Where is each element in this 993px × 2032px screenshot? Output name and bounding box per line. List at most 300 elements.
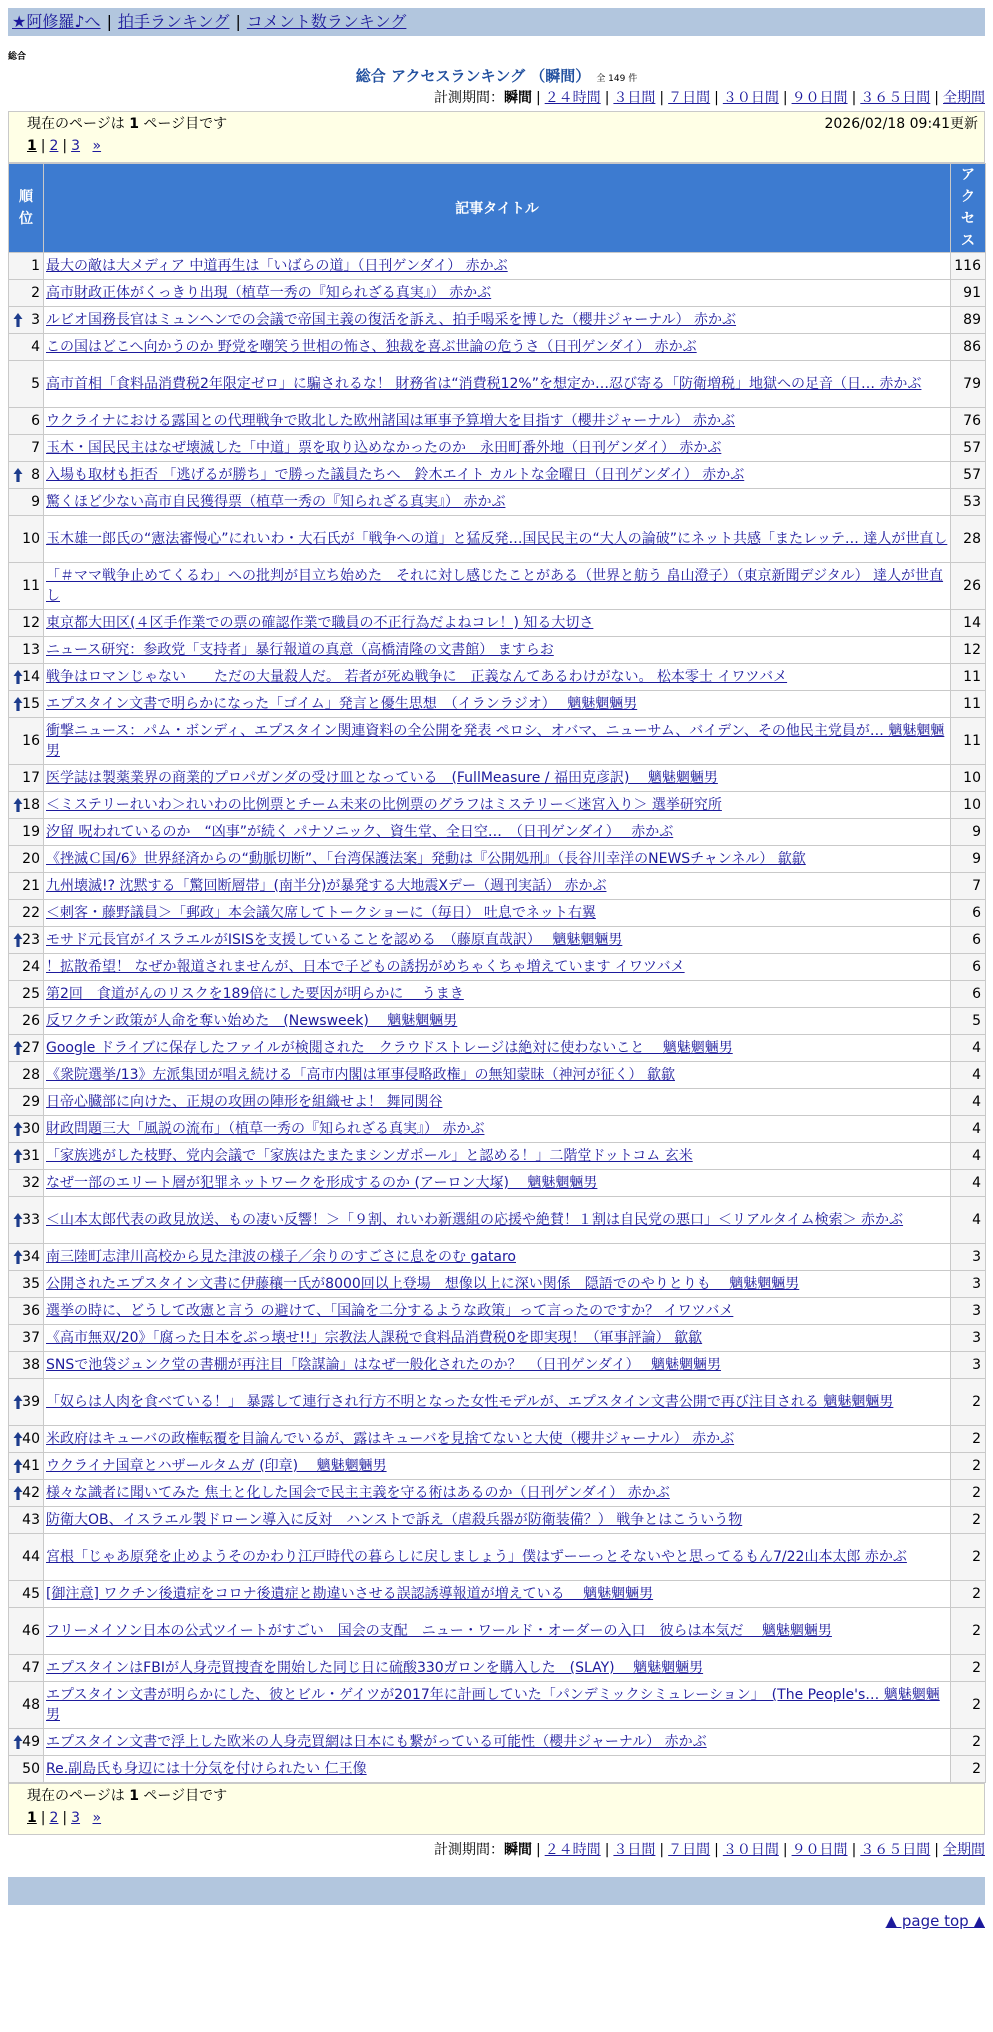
- article-title-link[interactable]: この国はどこへ向かうのか 野党を嘲笑う世相の怖さ、独裁を喜ぶ世論の危うさ（日刊ゲンダイ） 赤かぶ: [46, 339, 697, 355]
- article-title-link[interactable]: フリーメイソン日本の公式ツイートがすごい 国会の支配 ニュー・ワールド・オーダーの入口 彼らは本気だ 魑魅魍魎男: [46, 1623, 832, 1639]
- rank-cell: [9, 1581, 44, 1608]
- rank-cell: [9, 280, 44, 307]
- article-title-link[interactable]: 入場も取材も拒否 「逃げるが勝ち」で勝った議員たちへ 鈴木エイト カルトな金曜日（日刊ゲンダイ） 赤かぶ: [46, 467, 745, 483]
- period-selector: [8, 87, 985, 109]
- rank-cell: [9, 846, 44, 873]
- rank-cell: [9, 1608, 44, 1655]
- article-title-link[interactable]: 「＃ママ戦争止めてくるわ」への批判が目立ち始めた それに対し感じたことがある（世界と舫う 畠山澄子）（東京新聞デジタル） 達人が世直し: [46, 568, 944, 604]
- ranking-row: [9, 1197, 986, 1244]
- title-cell: [44, 1116, 951, 1143]
- ranking-row: [9, 253, 986, 280]
- access-count: 79: [951, 361, 986, 408]
- title-cell: [44, 927, 951, 954]
- article-title-link[interactable]: 日帝心臓部に向けた、正規の攻囲の陣形を組織せよ！ 舞同関谷: [46, 1094, 443, 1110]
- rank-up-arrow-icon: [13, 1458, 23, 1474]
- rank-cell: [9, 334, 44, 361]
- rank-cell: [9, 610, 44, 637]
- access-count: 3: [951, 1298, 986, 1325]
- access-count: 3: [951, 1325, 986, 1352]
- period-separator: |: [659, 1842, 665, 1858]
- page-link[interactable]: 3: [71, 1810, 81, 1826]
- access-count: 7: [951, 873, 986, 900]
- article-title-link[interactable]: 玉木・国民民主はなぜ壊滅した「中道」票を取り込めなかったのか 永田町番外地（日刊ゲンダイ） 赤かぶ: [46, 440, 722, 456]
- page-top-container: [8, 1909, 985, 1933]
- access-count: 4: [951, 1035, 986, 1062]
- rank-number: 24: [22, 959, 40, 975]
- access-count: 2: [951, 1756, 986, 1783]
- article-title-link[interactable]: 選挙の時に、どうして改憲と言う の避けて、「国論を二分するような政策」って言ったのですか？ イワツバメ: [46, 1303, 734, 1319]
- access-count: 28: [951, 516, 986, 563]
- article-title-link[interactable]: Google ドライブに保存したファイルが検閲された クラウドストレージは絶対に使わないこと 魑魅魍魎男: [46, 1040, 733, 1056]
- rank-number: 36: [22, 1303, 40, 1319]
- article-title-link[interactable]: 宮根「じゃあ原発を止めようそのかわり江戸時代の暮らしに戻しましょう」僕はずーーっとそないやと思ってるもん7/22山本太郎 赤かぶ: [46, 1549, 907, 1565]
- page-title: [0, 65, 993, 87]
- category-label: 総合: [8, 52, 27, 62]
- period-separator: |: [659, 90, 665, 106]
- article-title-link[interactable]: ＜ミステリーれいわ＞れいわの比例票とチーム未来の比例票のグラフはミステリー＜迷宮入り＞ 選挙研究所: [46, 797, 722, 813]
- title-cell: [44, 1035, 951, 1062]
- rank-cell: [9, 927, 44, 954]
- page-link-current[interactable]: 1: [27, 138, 37, 154]
- rank-number: 33: [22, 1212, 40, 1228]
- rank-cell: [9, 489, 44, 516]
- rank-number: 14: [22, 669, 40, 685]
- rank-cell: [9, 1116, 44, 1143]
- period-separator: |: [851, 1842, 857, 1858]
- period-current: 瞬間: [503, 1842, 532, 1858]
- access-count: 12: [951, 637, 986, 664]
- rank-cell: [9, 1170, 44, 1197]
- next-page-link[interactable]: »: [92, 1810, 102, 1826]
- article-title-link[interactable]: 玉木雄一郎氏の“憲法審慢心”にれいわ・大石氏が「戦争への道」と猛反発…国民民主の“大人の論破”にネット共感「またレッテ… 達人が世直し: [46, 531, 948, 547]
- title-cell: [44, 792, 951, 819]
- article-title-link[interactable]: 高市首相「食料品消費税2年限定ゼロ」に騙されるな！ 財務省は“消費税12%”を想定か…忍び寄る「防衛増税」地獄への足音（日… 赤かぶ: [46, 376, 922, 392]
- title-cell: [44, 253, 951, 280]
- title-cell: [44, 1271, 951, 1298]
- access-count: 9: [951, 846, 986, 873]
- period-selector-bottom: [8, 1839, 985, 1861]
- ranking-row: [9, 1271, 986, 1298]
- article-title-link[interactable]: エプスタインはFBIが人身売買捜査を開始した同じ日に硫酸330ガロンを購入した (SLAY) 魑魅魍魎男: [46, 1660, 704, 1676]
- title-cell: [44, 1581, 951, 1608]
- rank-cell: [9, 253, 44, 280]
- title-cell: [44, 1453, 951, 1480]
- rank-cell: [9, 1534, 44, 1581]
- page-info-prefix: 現在のページは: [27, 116, 125, 132]
- ranking-row: [9, 900, 986, 927]
- period-separator: |: [714, 1842, 719, 1858]
- ranking-row: [9, 1655, 986, 1682]
- title-cell: [44, 664, 951, 691]
- ranking-row: [9, 1608, 986, 1655]
- rank-number: 49: [22, 1734, 40, 1750]
- rank-up-arrow-icon: [13, 669, 23, 685]
- ranking-row: [9, 435, 986, 462]
- article-title-link[interactable]: ＜山本太郎代表の政見放送、もの凄い反響！＞「９割、れいわ新選組の応援や絶賛！１割は自民党の悪口」＜リアルタイム検索＞ 赤かぶ: [46, 1212, 904, 1228]
- rank-cell: [9, 1035, 44, 1062]
- page-info-suffix: ページ目です: [143, 116, 228, 132]
- article-title-link[interactable]: 汐留 呪われているのか “凶事”が続く パナソニック、資生堂、全日空… （日刊ゲンダイ） 赤かぶ: [46, 824, 674, 840]
- page-separator: |: [40, 1810, 46, 1826]
- title-cell: [44, 334, 951, 361]
- page-info-num: 1: [129, 1788, 139, 1804]
- ranking-row: [9, 1143, 986, 1170]
- access-count: 11: [951, 718, 986, 765]
- rank-up-arrow-icon: [13, 1148, 23, 1164]
- access-count: 4: [951, 1197, 986, 1244]
- article-title-link[interactable]: エプスタイン文書で浮上した欧米の人身売買網は日本にも繋がっている可能性（櫻井ジャーナル） 赤かぶ: [46, 1734, 707, 1750]
- home-link[interactable]: ★阿修羅♪へ: [12, 12, 101, 31]
- access-count: 2: [951, 1581, 986, 1608]
- rank-number: 35: [22, 1276, 40, 1292]
- rank-number: 22: [22, 905, 40, 921]
- article-title-link[interactable]: 高市財政正体がくっきり出現（植草一秀の『知られざる真実』） 赤かぶ: [46, 285, 492, 301]
- title-cell: [44, 462, 951, 489]
- article-title-link[interactable]: 東京都大田区(４区手作業での票の確認作業で職員の不正行為だよねコレ！) 知る大切さ: [46, 615, 594, 631]
- rank-cell: [9, 765, 44, 792]
- period-link[interactable]: ７日間: [668, 90, 711, 106]
- access-count: 57: [951, 462, 986, 489]
- access-count: 26: [951, 563, 986, 610]
- article-title-link[interactable]: ニュース研究：参政党「支持者」暴行報道の真意（高橋清隆の文書館） ますらお: [46, 642, 554, 658]
- title-cell: [44, 1756, 951, 1783]
- article-title-link[interactable]: 南三陸町志津川高校から見た津波の様子／余りのすごさに息をのむ gataro: [46, 1249, 516, 1265]
- ranking-row: [9, 462, 986, 489]
- ranking-row: [9, 1756, 986, 1783]
- rank-number: 29: [22, 1094, 40, 1110]
- title-cell: [44, 1729, 951, 1756]
- title-cell: [44, 1143, 951, 1170]
- ranking-row: [9, 1089, 986, 1116]
- ranking-row: [9, 1035, 986, 1062]
- rank-up-arrow-icon: [13, 696, 23, 712]
- nav-separator: |: [106, 12, 112, 31]
- title-cell: [44, 1608, 951, 1655]
- article-title-link[interactable]: エプスタイン文書が明らかにした、彼とビル・ゲイツが2017年に計画していた「パンデミックシミュレーション」 (The People's… 魑魅魍魎男: [46, 1687, 940, 1723]
- period-link[interactable]: ３６５日間: [860, 1842, 931, 1858]
- rank-number: 32: [22, 1175, 40, 1191]
- article-title-link[interactable]: 驚くほど少ない高市自民獲得票（植草一秀の『知られざる真実』） 赤かぶ: [46, 494, 506, 510]
- rank-up-arrow-icon: [13, 932, 23, 948]
- access-count: 86: [951, 334, 986, 361]
- article-title-link[interactable]: 「家族逃がした枝野、党内会議で「家族はたまたまシンガポール」と認める！」二階堂ドットコム 玄米: [46, 1148, 693, 1164]
- access-count: 2: [951, 1729, 986, 1756]
- ranking-row: [9, 1507, 986, 1534]
- article-title-link[interactable]: 《高市無双/20》「腐った日本をぶっ壊せ!!」宗教法人課税で食料品消費税0を即実現！（軍事評論） 歙歙: [46, 1330, 703, 1346]
- total-count: 全 149 件: [596, 74, 638, 84]
- rank-number: 21: [22, 878, 40, 894]
- clap-ranking-link[interactable]: 拍手ランキング: [117, 12, 230, 31]
- article-title-link[interactable]: 《衆院選挙/13》左派集団が唱え続ける「高市内閣は軍事侵略政権」の無知蒙昧（神河が征く） 歙歙: [46, 1067, 675, 1083]
- rank-cell: [9, 408, 44, 435]
- page-separator: |: [40, 138, 46, 154]
- title-cell: [44, 435, 951, 462]
- rank-number: 37: [22, 1330, 40, 1346]
- rank-up-arrow-icon: [13, 312, 23, 328]
- period-link[interactable]: ２４時間: [544, 90, 601, 106]
- rank-number: 3: [31, 312, 40, 328]
- title-cell: [44, 1426, 951, 1453]
- rank-number: 43: [22, 1512, 40, 1528]
- title-cell: [44, 1298, 951, 1325]
- page-spacer: [84, 1810, 88, 1826]
- access-count: 4: [951, 1116, 986, 1143]
- title-cell: [44, 1170, 951, 1197]
- rank-number: 16: [22, 733, 40, 749]
- page-top-link[interactable]: ▲ page top ▲: [885, 1912, 985, 1930]
- rank-number: 34: [22, 1249, 40, 1265]
- article-title-link[interactable]: SNSで池袋ジュンク堂の書棚が再注目「陰謀論」はなぜ一般化されたのか？ （日刊ゲンダイ） 魑魅魍魎男: [46, 1357, 722, 1373]
- ranking-row: [9, 954, 986, 981]
- ranking-row: [9, 1298, 986, 1325]
- title-cell: [44, 1062, 951, 1089]
- period-link[interactable]: ９０日間: [791, 90, 848, 106]
- article-title-link[interactable]: モサド元長官がイスラエルがISISを支援していることを認める （藤原直哉訳） 魑魅魍魎男: [46, 932, 623, 948]
- period-link[interactable]: ３６５日間: [860, 90, 931, 106]
- article-title-link[interactable]: 九州壊滅!? 沈黙する「驚回断層帯」(南半分)が暴発する大地震Xデー（週刊実話） 赤かぶ: [46, 878, 607, 894]
- rank-number: 12: [22, 615, 40, 631]
- access-count: 14: [951, 610, 986, 637]
- access-count: 11: [951, 664, 986, 691]
- rank-cell: [9, 516, 44, 563]
- access-count: 4: [951, 1089, 986, 1116]
- article-title-link[interactable]: ！拡散希望！ なぜか報道されませんが、日本で子どもの誘拐がめちゃくちゃ増えています イワツバメ: [46, 959, 685, 975]
- title-cell: [44, 819, 951, 846]
- rank-cell: [9, 1453, 44, 1480]
- rank-up-arrow-icon: [13, 797, 23, 813]
- rank-number: 17: [22, 770, 40, 786]
- rank-cell: [9, 792, 44, 819]
- rank-column-header: 順位: [9, 164, 44, 253]
- rank-cell: [9, 1655, 44, 1682]
- page-separator: |: [62, 1810, 68, 1826]
- page-info-prefix: 現在のページは: [27, 1788, 125, 1804]
- access-count: 6: [951, 981, 986, 1008]
- rank-number: 11: [22, 578, 40, 594]
- rank-number: 45: [22, 1586, 40, 1602]
- footer-bar: [8, 1877, 985, 1905]
- rank-cell: [9, 1271, 44, 1298]
- article-title-link[interactable]: 反ワクチン政策が人命を奪い始めた (Newsweek) 魑魅魍魎男: [46, 1013, 458, 1029]
- article-title-link[interactable]: 公開されたエプスタイン文書に伊藤穰一氏が8000回以上登場 想像以上に深い関係 隠語でのやりとりも 魑魅魍魎男: [46, 1276, 800, 1292]
- period-separator: |: [851, 90, 857, 106]
- article-title-link[interactable]: 第2回 食道がんのリスクを189倍にした要因が明らかに うまき: [46, 986, 464, 1002]
- period-link[interactable]: ３０日間: [722, 90, 779, 106]
- article-title-link[interactable]: 最大の敵は大メディア 中道再生は「いばらの道」（日刊ゲンダイ） 赤かぶ: [46, 258, 508, 274]
- article-title-link[interactable]: ルビオ国務長官はミュンヘンでの会議で帝国主義の復活を訴え、拍手喝采を博した（櫻井ジャーナル） 赤かぶ: [46, 312, 737, 328]
- access-count: 76: [951, 408, 986, 435]
- access-count: 10: [951, 765, 986, 792]
- article-title-link[interactable]: 医学誌は製薬業界の商業的プロパガンダの受け皿となっている (FullMeasure / 福田克彦訳) 魑魅魍魎男: [46, 770, 718, 786]
- title-cell: [44, 1352, 951, 1379]
- article-title-link[interactable]: Re.副島氏も身辺には十分気を付けられたい 仁王像: [46, 1761, 367, 1777]
- access-count: 9: [951, 819, 986, 846]
- access-count: 11: [951, 691, 986, 718]
- rank-number: 25: [22, 986, 40, 1002]
- page-link-current[interactable]: 1: [27, 1810, 37, 1826]
- rank-up-arrow-icon: [13, 1121, 23, 1137]
- title-cell: [44, 489, 951, 516]
- period-separator: |: [714, 90, 719, 106]
- article-title-link[interactable]: [御注意] ワクチン後遺症をコロナ後遺症と勘違いさせる誤認誘導報道が増えている 魑魅魍魎男: [46, 1586, 654, 1602]
- title-column-header: 記事タイトル: [44, 164, 951, 253]
- ranking-row: [9, 610, 986, 637]
- period-separator: |: [535, 1842, 541, 1858]
- title-cell: [44, 563, 951, 610]
- rank-number: 27: [22, 1040, 40, 1056]
- article-title-link[interactable]: 防衛大OB、イスラエル製ドローン導入に反対 ハンストで訴え（虐殺兵器が防衛装備？） 戦争とはこういう物: [46, 1512, 743, 1528]
- rank-cell: [9, 1480, 44, 1507]
- ranking-row: [9, 1325, 986, 1352]
- title-cell: [44, 1682, 951, 1729]
- title-cell: [44, 954, 951, 981]
- article-title-link[interactable]: 財政問題三大「風説の流布」（植草一秀の『知られざる真実』） 赤かぶ: [46, 1121, 485, 1137]
- ranking-row: [9, 718, 986, 765]
- article-title-link[interactable]: 米政府はキューバの政権転覆を目論んでいるが、露はキューバを見捨てないと大使（櫻井ジャーナル） 赤かぶ: [46, 1431, 735, 1447]
- period-separator: |: [604, 1842, 610, 1858]
- rank-number: 20: [22, 851, 40, 867]
- period-link[interactable]: ３日間: [613, 1842, 656, 1858]
- ranking-row: [9, 664, 986, 691]
- period-separator: |: [782, 90, 788, 106]
- rank-number: 15: [22, 696, 40, 712]
- access-count: 53: [951, 489, 986, 516]
- title-cell: [44, 1480, 951, 1507]
- rank-cell: [9, 1682, 44, 1729]
- title-cell: [44, 900, 951, 927]
- ranking-row: [9, 1170, 986, 1197]
- rank-number: 23: [22, 932, 40, 948]
- access-count: 3: [951, 1352, 986, 1379]
- rank-cell: [9, 1352, 44, 1379]
- ranking-row: [9, 563, 986, 610]
- access-count: 116: [951, 253, 986, 280]
- title-cell: [44, 765, 951, 792]
- period-label: 計測期間：: [433, 1842, 504, 1858]
- ranking-table: [8, 163, 986, 1783]
- rank-cell: [9, 1143, 44, 1170]
- article-title-link[interactable]: ウクライナにおける露国との代理戦争で敗北した欧州諸国は軍事予算増大を目指す（櫻井ジャーナル） 赤かぶ: [46, 413, 736, 429]
- article-title-link[interactable]: 《挫滅Ｃ国/6》世界経済からの“動脈切断”、「台湾保護法案」発動は『公開処刑』（長谷川幸洋のNEWSチャンネル） 歙歙: [46, 851, 806, 867]
- article-title-link[interactable]: ウクライナ国章とハザールタムガ (印章) 魑魅魍魎男: [46, 1458, 387, 1474]
- rank-cell: [9, 1298, 44, 1325]
- access-count: 2: [951, 1608, 986, 1655]
- rank-number: 19: [22, 824, 40, 840]
- ranking-row: [9, 361, 986, 408]
- rank-number: 42: [22, 1485, 40, 1501]
- title-cell: [44, 610, 951, 637]
- rank-cell: [9, 1426, 44, 1453]
- updated-timestamp: 2026/02/18 09:41更新: [824, 116, 978, 132]
- article-title-link[interactable]: ＜刺客・藤野議員＞「郵政」本会議欠席してトークショーに（毎日） 吐息でネット右翼: [46, 905, 596, 921]
- page-info-num: 1: [129, 116, 139, 132]
- article-title-link[interactable]: 衝撃ニュース：パム・ボンディ、エプスタイン関連資料の全公開を発表 ペロシ、オバマ、ニューサム、バイデン、その他民主党員が… 魑魅魍魎男: [46, 723, 945, 759]
- period-link[interactable]: ３日間: [613, 90, 656, 106]
- rank-up-arrow-icon: [13, 1212, 23, 1228]
- ranking-row: [9, 819, 986, 846]
- period-link[interactable]: 全期間: [943, 1842, 985, 1858]
- access-count: 2: [951, 1480, 986, 1507]
- rank-number: 9: [31, 494, 40, 510]
- page-links-bottom: [27, 1808, 978, 1832]
- period-link[interactable]: ７日間: [668, 1842, 711, 1858]
- period-link[interactable]: ９０日間: [791, 1842, 848, 1858]
- title-cell: [44, 307, 951, 334]
- ranking-row: [9, 1453, 986, 1480]
- title-cell: [44, 1534, 951, 1581]
- title-cell: [44, 873, 951, 900]
- ranking-row: [9, 691, 986, 718]
- ranking-row: [9, 516, 986, 563]
- access-count: 4: [951, 1170, 986, 1197]
- rank-up-arrow-icon: [13, 1485, 23, 1501]
- ranking-row: [9, 1008, 986, 1035]
- article-title-link[interactable]: 戦争はロマンじゃない ただの大量殺人だ。 若者が死ぬ戦争に 正義なんてあるわけがない。 松本零士 イワツバメ: [46, 669, 788, 685]
- pagination-box-bottom: [8, 1783, 985, 1835]
- title-cell: [44, 408, 951, 435]
- access-count: 57: [951, 435, 986, 462]
- page-link[interactable]: 2: [49, 138, 59, 154]
- nav-separator: |: [235, 12, 241, 31]
- rank-cell: [9, 307, 44, 334]
- access-count: 3: [951, 1244, 986, 1271]
- rank-number: 13: [22, 642, 40, 658]
- access-count: 4: [951, 1062, 986, 1089]
- rank-cell: [9, 1756, 44, 1783]
- rank-cell: [9, 954, 44, 981]
- access-count: 2: [951, 1426, 986, 1453]
- rank-number: 30: [22, 1121, 40, 1137]
- ranking-row: [9, 1729, 986, 1756]
- access-count: 10: [951, 792, 986, 819]
- rank-cell: [9, 637, 44, 664]
- rank-number: 1: [31, 258, 40, 274]
- period-link[interactable]: ２４時間: [544, 1842, 601, 1858]
- ranking-row: [9, 1480, 986, 1507]
- access-count: 6: [951, 900, 986, 927]
- rank-number: 46: [22, 1623, 40, 1639]
- rank-up-arrow-icon: [13, 1040, 23, 1056]
- access-count: 91: [951, 280, 986, 307]
- title-cell: [44, 1197, 951, 1244]
- ranking-row: [9, 765, 986, 792]
- comment-ranking-link[interactable]: コメント数ランキング: [246, 12, 407, 31]
- ranking-row: [9, 1682, 986, 1729]
- article-title-link[interactable]: なぜ一部のエリート層が犯罪ネットワークを形成するのか (アーロン大塚) 魑魅魍魎男: [46, 1175, 598, 1191]
- page-info-suffix: ページ目です: [143, 1788, 228, 1804]
- article-title-link[interactable]: 「奴らは人肉を食べている！」 暴露して連行され行方不明となった女性モデルが、エプスタイン文書公開で再び注目される 魑魅魍魎男: [46, 1394, 894, 1410]
- ranking-row: [9, 873, 986, 900]
- rank-up-arrow-icon: [13, 1431, 23, 1447]
- period-separator: |: [782, 1842, 788, 1858]
- page-link[interactable]: 3: [71, 138, 81, 154]
- page-link[interactable]: 2: [49, 1810, 59, 1826]
- rank-number: 28: [22, 1067, 40, 1083]
- period-link[interactable]: 全期間: [943, 90, 985, 106]
- article-title-link[interactable]: エプスタイン文書で明らかになった「ゴイム」発言と優生思想 （イランラジオ） 魑魅魍魎男: [46, 696, 638, 712]
- rank-cell: [9, 563, 44, 610]
- article-title-link[interactable]: 様々な識者に聞いてみた 焦土と化した国会で民主主義を守る術はあるのか（日刊ゲンダイ） 赤かぶ: [46, 1485, 670, 1501]
- ranking-row: [9, 1534, 986, 1581]
- title-cell: [44, 691, 951, 718]
- page-separator: |: [62, 138, 68, 154]
- rank-number: 40: [22, 1431, 40, 1447]
- next-page-link[interactable]: »: [92, 138, 102, 154]
- rank-number: 44: [22, 1549, 40, 1565]
- rank-number: 10: [22, 531, 40, 547]
- title-cell: [44, 1507, 951, 1534]
- period-link[interactable]: ３０日間: [722, 1842, 779, 1858]
